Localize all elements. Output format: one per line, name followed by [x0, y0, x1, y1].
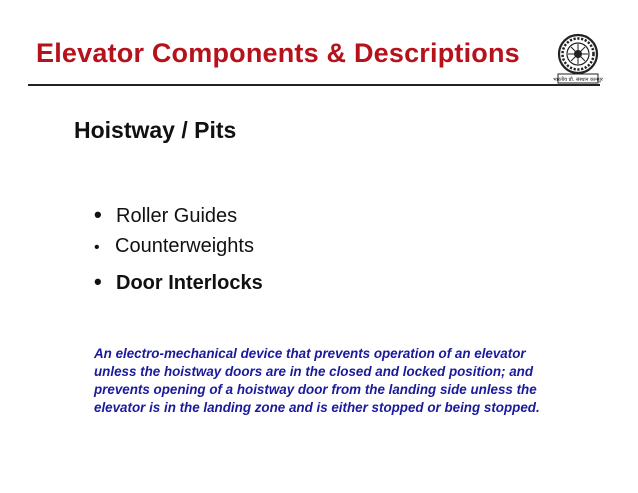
bullet-label: Roller Guides — [116, 205, 238, 227]
section-heading: Hoistway / Pits — [74, 117, 237, 143]
slide-title: Elevator Components & Descriptions — [36, 38, 520, 68]
description-line: An electro-mechanical device that prevents operation of an elevator — [94, 346, 526, 361]
description-line: elevator is in the landing zone and is either stopped or being stopped. — [94, 400, 540, 415]
list-item — [94, 269, 263, 303]
bullet-icon: • — [94, 239, 100, 256]
institute-seal-icon — [553, 32, 603, 86]
description-line: unless the hoistway doors are in the closed and locked position; and — [94, 364, 533, 379]
bullet-label: Door Interlocks — [116, 272, 263, 294]
list-item — [94, 202, 263, 235]
bullet-icon: • — [94, 202, 102, 227]
title-divider — [28, 84, 600, 86]
description-line: prevents opening of a hoistway door from the landing side unless the — [94, 382, 537, 397]
logo-caption: भारतीय प्रौ. संस्थान कानपुर — [553, 77, 603, 83]
bullet-icon: • — [94, 269, 102, 294]
list-item — [94, 235, 263, 269]
bullet-label: Counterweights — [115, 235, 254, 257]
description-paragraph — [94, 345, 594, 417]
bullet-list — [94, 202, 263, 303]
